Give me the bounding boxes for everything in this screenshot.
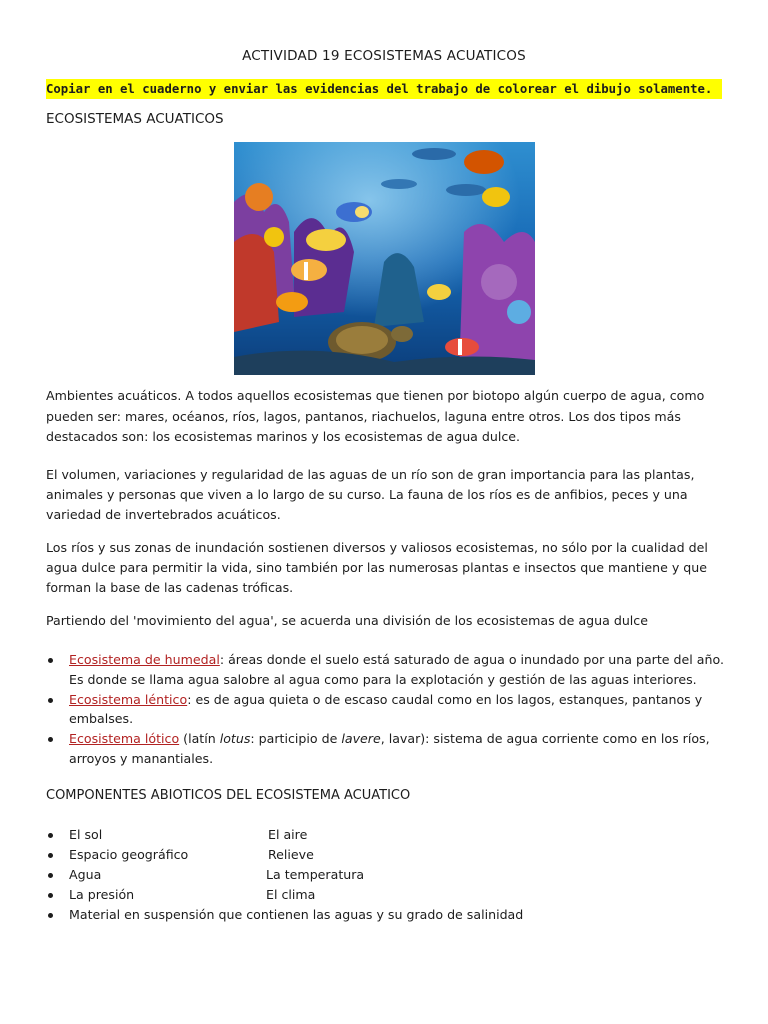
lentico-description: es de agua quieta o de escaso caudal como en los lagos, estanques, pantanos y embalses. bbox=[69, 691, 703, 727]
abiotic-item: La temperatura bbox=[266, 867, 365, 882]
lotico-middle: : participio de bbox=[250, 731, 342, 747]
instruction-highlight: Copiar en el cuaderno y enviar las evidencias del trabajo de colorear el dibujo solamente. bbox=[46, 79, 722, 99]
abiotic-item: El clima bbox=[266, 887, 316, 902]
bullet-icon bbox=[48, 698, 53, 703]
bullet-icon bbox=[48, 833, 53, 838]
list-item-abiotic bbox=[46, 825, 736, 845]
humedal-description: áreas donde el suelo está saturado de agua o inundado por una parte del año. Es donde se llama agua salobre al agua como para la explotación y gestión de las aguas interiores. bbox=[69, 652, 724, 687]
list-item-abiotic-last bbox=[46, 905, 736, 925]
abiotic-item: Relieve bbox=[268, 847, 314, 862]
bullet-icon bbox=[48, 873, 53, 878]
list-item-lentico bbox=[46, 690, 736, 730]
link-ecosistema-lentico[interactable]: Ecosistema léntico bbox=[69, 691, 188, 707]
list-item-abiotic bbox=[46, 865, 736, 885]
paragraph-rios: Los ríos y sus zonas de inundación sostienen diversos y valiosos ecosistemas, no sólo por la cualidad del agua dulce para permitir la vida, sino también por las numerosas plantas e insectos que mantiene y que forman la base de las cadenas tróficas. bbox=[46, 540, 708, 595]
bullet-icon bbox=[48, 893, 53, 898]
latin-word-lotus: lotus bbox=[219, 731, 251, 747]
page-title: ACTIVIDAD 19 ECOSISTEMAS ACUATICOS bbox=[242, 48, 526, 64]
link-ecosistema-humedal[interactable]: Ecosistema de humedal bbox=[69, 652, 220, 667]
latin-word-lavere: lavere bbox=[341, 731, 381, 747]
section-heading-abioticos: COMPONENTES ABIOTICOS DEL ECOSISTEMA ACUATICO bbox=[46, 788, 411, 803]
abiotic-item: El aire bbox=[268, 827, 308, 842]
bullet-icon bbox=[48, 658, 53, 663]
link-ecosistema-lotico[interactable]: Ecosistema lótico bbox=[69, 731, 180, 747]
abiotic-item: Material en suspensión que contienen las aguas y su grado de salinidad bbox=[69, 907, 524, 922]
term-separator: : bbox=[187, 691, 192, 707]
bullet-icon bbox=[48, 737, 53, 742]
term-separator: : bbox=[219, 652, 225, 667]
abiotic-item: Agua bbox=[69, 867, 102, 882]
bullet-icon bbox=[48, 853, 53, 858]
list-item-lotico bbox=[46, 729, 736, 769]
bullet-icon bbox=[48, 913, 53, 918]
lotico-prefix: (latín bbox=[179, 731, 220, 747]
section-heading-ecosistemas: ECOSISTEMAS ACUATICOS bbox=[46, 111, 224, 127]
paragraph-movimiento: Partiendo del 'movimiento del agua', se acuerda una división de los ecosistemas de agua dulce bbox=[46, 613, 648, 628]
paragraph-volumen: El volumen, variaciones y regularidad de las aguas de un río son de gran importancia para las plantas, animales y personas que viven a lo largo de su curso. La fauna de los ríos es de anfibios, peces y una variedad de invertebrados acuáticos. bbox=[46, 467, 695, 522]
list-item-abiotic bbox=[46, 845, 736, 865]
lotico-description: , lavar): sistema de agua corriente como en los ríos, arroyos y manantiales. bbox=[69, 731, 710, 766]
paragraph-ambientes: Ambientes acuáticos. A todos aquellos ecosistemas que tienen por biotopo algún cuerpo de agua, como pueden ser: mares, océanos, ríos, lagos, pantanos, riachuelos, laguna entre otros. Los dos tipos más destacados son: los ecosistemas marinos y los ecosistemas de agua dulce. bbox=[46, 388, 705, 444]
abiotic-item: Espacio geográfico bbox=[69, 847, 189, 862]
underwater-illustration bbox=[234, 142, 535, 375]
abiotic-components-list bbox=[46, 825, 736, 925]
freshwater-types-list bbox=[46, 650, 736, 769]
list-item-abiotic bbox=[46, 885, 736, 905]
abiotic-item: El sol bbox=[69, 827, 103, 842]
list-item-humedal bbox=[46, 650, 736, 690]
abiotic-item: La presión bbox=[69, 887, 135, 902]
